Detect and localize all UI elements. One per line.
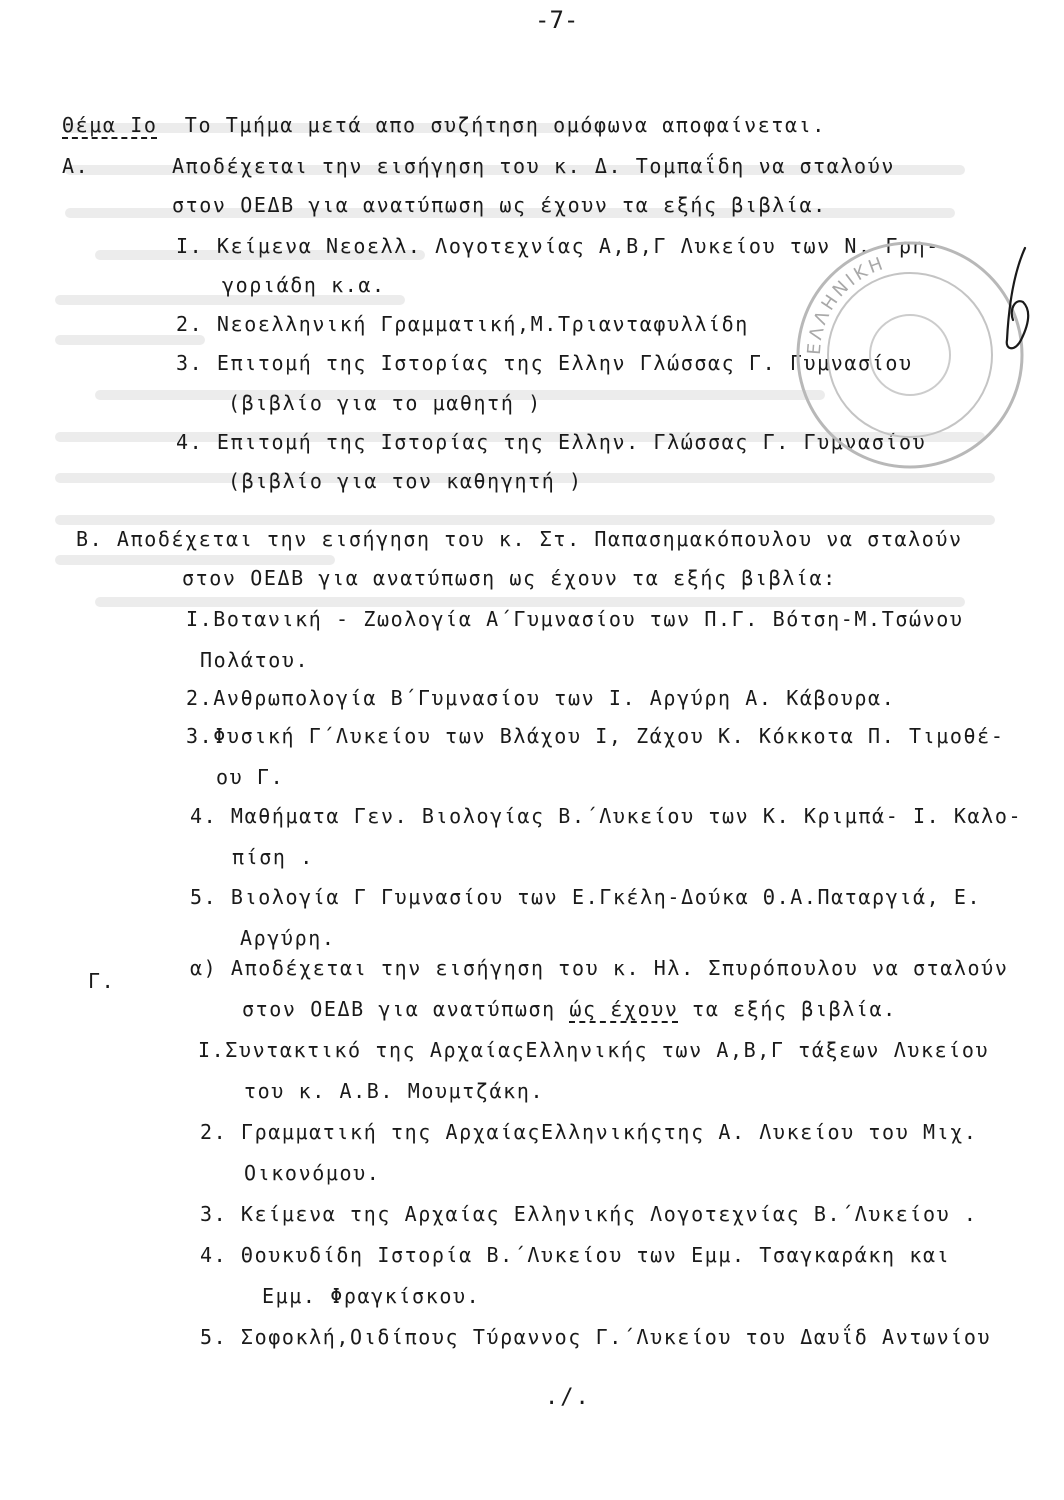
section-c-intro-pre: στον ΟΕΔΒ για ανατύπωση — [242, 997, 570, 1021]
section-b-item-3: 3.Φυσική Γ΄Λυκείου των Βλάχου Ι, Ζάχου Κ. Κόκκοτα Π. Τιμοθέ- — [186, 724, 1005, 748]
topic-text: Το Τμήμα μετά απο συζήτηση ομόφωνα αποφαίνεται. — [184, 113, 826, 137]
section-a-item-2: 2. Νεοελληνική Γραμματική,Μ.Τριανταφυλλίδη — [176, 312, 749, 336]
section-c-item-2-cont: Οικονόμου. — [244, 1161, 381, 1185]
section-b-item-3-cont: ου Γ. — [216, 765, 285, 789]
section-a-letter: Α. — [62, 154, 90, 178]
section-a-item-3: 3. Επιτομή της Ιστορίας της Ελλην Γλώσσας Γ. Γυμνασίου — [176, 351, 913, 375]
page-number: -7- — [535, 6, 579, 34]
section-a-item-4-cont: (βιβλίο για τον καθηγητή ) — [228, 469, 583, 493]
section-a-intro-line-2: στον ΟΕΔΒ για ανατύπωση ως έχουν τα εξής βιβλία. — [172, 193, 827, 217]
section-b-item-4-cont: πίση . — [232, 845, 314, 869]
section-b-item-4: 4. Μαθήματα Γεν. Βιολογίας Β.΄Λυκείου των Κ. Κριμπά- Ι. Καλο- — [190, 804, 1023, 828]
section-a-intro-line-1: Αποδέχεται την εισήγηση του κ. Δ. Τομπαΐδη να σταλούν — [172, 154, 895, 178]
section-c-item-4-cont: Εμμ. Φραγκίσκου. — [262, 1284, 481, 1308]
section-b-item-1-cont: Πολάτου. — [200, 648, 310, 672]
section-b-item-2: 2.Ανθρωπολογία Β΄Γυμνασίου των Ι. Αργύρη Α. Κάβουρα. — [186, 686, 896, 710]
section-c-item-2: 2. Γραμματική της ΑρχαίαςΕλληνικήςτης Α. Λυκείου του Μιχ. — [200, 1120, 978, 1144]
section-b-item-5-cont: Αργύρη. — [240, 926, 336, 950]
section-a-item-1: Ι. Κείμενα Νεοελλ. Λογοτεχνίας Α,Β,Γ Λυκείου των Ν. Γρη- — [176, 234, 940, 258]
topic-label: Θέμα Ιο — [62, 113, 158, 137]
stamp-text: ΕΛΛΗΝΙΚΗ — [803, 252, 889, 356]
section-c-intro-line-1: α) Αποδέχεται την εισήγηση του κ. Ηλ. Σπυρόπουλου να σταλούν — [190, 956, 1009, 980]
section-a-item-1-cont: γοριάδη κ.α. — [222, 273, 386, 297]
continuation-mark: ./. — [545, 1385, 591, 1410]
section-b-intro-line-2: στον ΟΕΔΒ για ανατύπωση ως έχουν τα εξής βιβλία: — [182, 566, 837, 590]
section-b-item-5: 5. Βιολογία Γ Γυμνασίου των Ε.Γκέλη-Δούκα Θ.Α.Παταργιά, Ε. — [190, 885, 982, 909]
section-a-item-4: 4. Επιτομή της Ιστορίας της Ελλην. Γλώσσας Γ. Γυμνασίου — [176, 430, 927, 454]
section-b-intro-line-1: Β. Αποδέχεται την εισήγηση του κ. Στ. Παπασημακόπουλου να σταλούν — [76, 527, 963, 551]
section-c-item-1-cont: του κ. Α.Β. Μουμτζάκη. — [244, 1079, 545, 1103]
section-a-item-3-cont: (βιβλίο για το μαθητή ) — [228, 391, 542, 415]
section-c-item-5: 5. Σοφοκλή,Οιδίπους Τύραννος Γ.΄Λυκείου του Δαυΐδ Αντωνίου — [200, 1325, 992, 1349]
section-b-item-1: Ι.Βοτανική - Ζωολογία Α΄Γυμνασίου των Π.Γ. Βότση-Μ.Τσώνου — [186, 607, 964, 631]
section-c-letter: Γ. — [88, 969, 116, 993]
section-c-item-4: 4. Θουκυδίδη Ιστορία Β.΄Λυκείου των Εμμ. Τσαγκαράκη και — [200, 1243, 951, 1267]
section-c-intro-underlined: ώς έχουν — [569, 997, 679, 1021]
section-c-intro-post: τα εξής βιβλία. — [678, 997, 897, 1021]
section-c-item-3: 3. Κείμενα της Αρχαίας Ελληνικής Λογοτεχνίας Β.΄Λυκείου . — [200, 1202, 978, 1226]
section-c-item-1: Ι.Συντακτικό της ΑρχαίαςΕλληνικής των Α,Β,Γ τάξεων Λυκείου — [198, 1038, 990, 1062]
section-c-intro-line-2 — [242, 996, 897, 1022]
topic-heading — [62, 112, 826, 138]
handwritten-signature — [985, 240, 1045, 360]
